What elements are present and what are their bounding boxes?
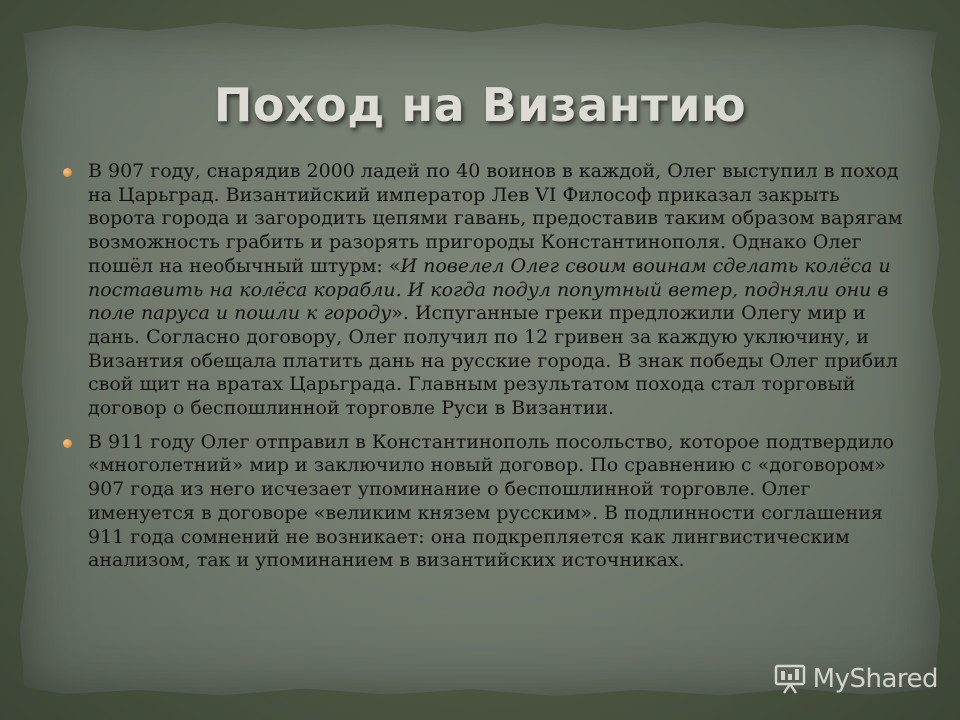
paragraph-text-continued: ». Испуганные греки предложили Олегу мир и дань. Согласно договору, Олег получил по 12 гривен за каждую уключину, и Византия обещала платить дань на русские города. В знак победы Олег прибил свой щит на вратах Царьграда. Главным результатом похода стал торговый договор о беспошлинной торговле Руси в Византии. [88, 302, 898, 420]
chronicle-quote: И повелел Олег своим воинам сделать колёса и поставить на колёса корабли. И когда подул попутный ветер, подняли они в поле паруса и пошли к городу [88, 254, 891, 325]
bullet-icon [63, 168, 72, 177]
bullet-paragraph-907 [60, 160, 910, 421]
slide-body [60, 160, 910, 583]
watermark-label: MyShared [812, 664, 938, 694]
bullet-icon [63, 439, 72, 448]
presentation-board-icon [773, 664, 807, 694]
slide-title: Поход на Византию [213, 78, 747, 132]
paragraph-text: В 907 году, снарядив 2000 ладей по 40 воинов в каждой, Олег выступил в поход на Царьград. Византийский император Лев VI Философ приказал закрыть ворота города и загородить цепями гавань, предоставив таким образом варягам возможность грабить и разорять пригороды Константинополя. Однако Олег пошёл на необычный штурм: « [88, 160, 903, 277]
paragraph-text: В 911 году Олег отправил в Константинополь посольство, которое подтвердило «многолетний» мир и заключило новый договор. По сравнению с «договором» 907 года из него исчезает упоминание о беспошлинной торговле. Олег именуется в договоре «великим князем русским». В подлинности соглашения 911 года сомнений не возникает: она подкрепляется как лингвистическим анализом, так и упоминанием в византийских источниках. [88, 430, 894, 572]
myshared-watermark[interactable] [773, 664, 938, 694]
bullet-paragraph-911 [60, 431, 910, 573]
